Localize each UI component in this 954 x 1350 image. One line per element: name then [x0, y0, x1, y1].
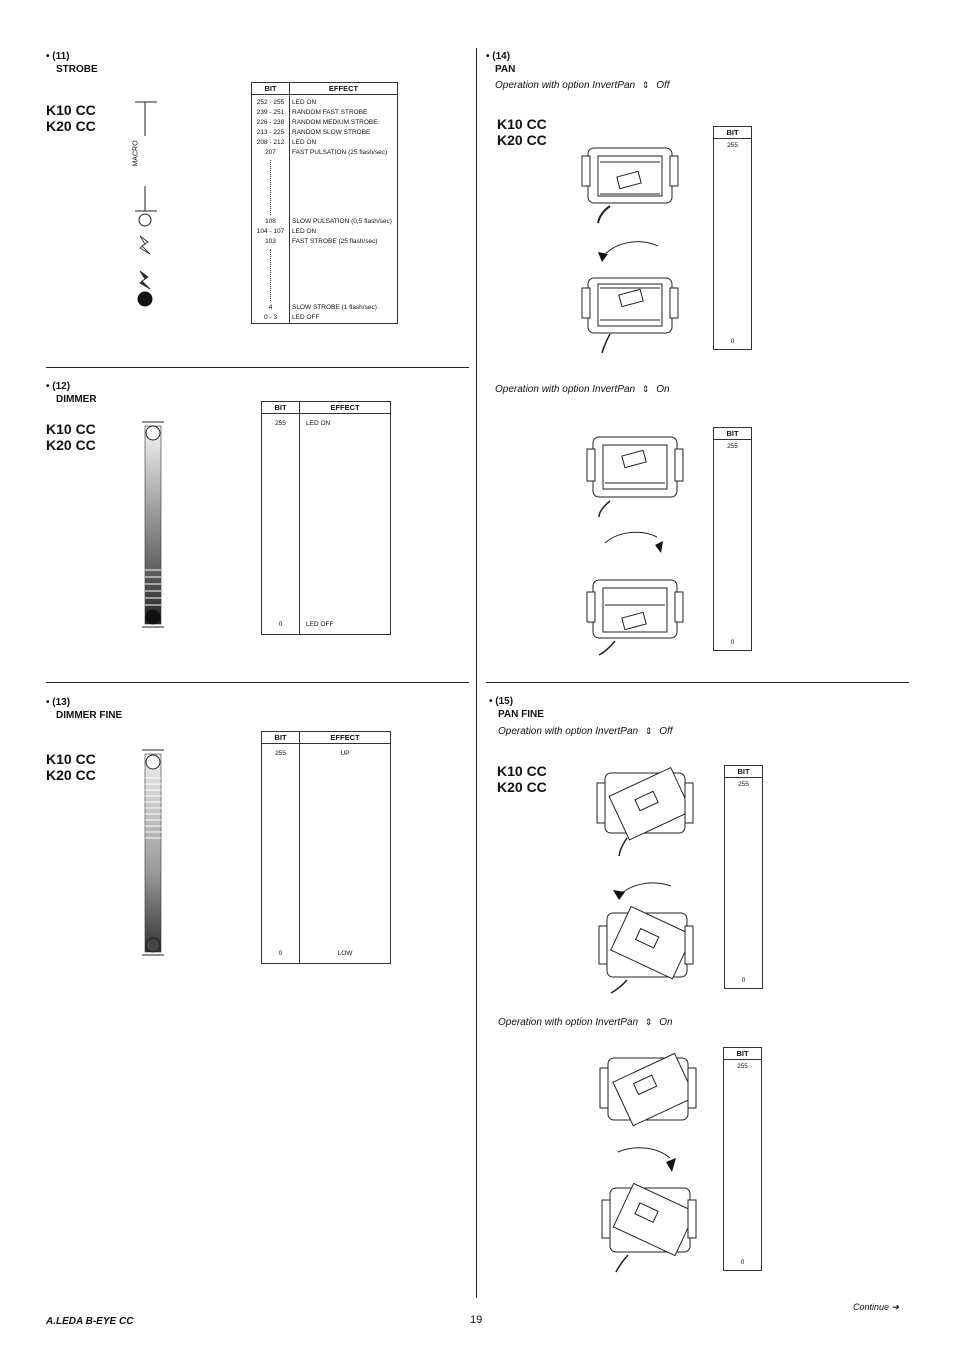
dimmer-table	[261, 401, 391, 635]
updown-icon: ⇕	[641, 384, 650, 394]
divider-left-1	[46, 367, 469, 368]
strobe-table	[251, 82, 398, 324]
pan-on-bit-top: 255	[727, 443, 738, 450]
strobe-effect: FAST PULSATION (25 flash/sec)	[292, 149, 388, 156]
dimmer-fine-effect-top: UP	[340, 750, 350, 757]
fixture-top-icon	[597, 768, 693, 840]
strobe-effect: LED ON	[292, 99, 317, 106]
dimmer-number: • (12)	[46, 381, 71, 392]
updown-icon: ⇕	[641, 80, 650, 90]
pan-op-on-state: On	[656, 384, 670, 395]
pan-fine-off-bit-top: 255	[738, 781, 749, 788]
pan-op-on	[495, 384, 670, 395]
model-line-1: K10 CC	[46, 421, 96, 437]
pan-fine-op-off-state: Off	[659, 726, 673, 737]
pan-fine-name: PAN FINE	[498, 709, 544, 720]
fixture-bottom-icon	[582, 278, 678, 333]
model-line-2: K20 CC	[497, 779, 547, 795]
divider-left-2	[46, 682, 469, 683]
pan-fine-op-off	[498, 726, 673, 737]
strobe-effect: FAST STROBE (25 flash/sec)	[292, 238, 378, 245]
strobe-model	[46, 102, 96, 134]
dimmer-bit-bottom: 0	[278, 621, 283, 628]
strobe-effect: LED OFF	[292, 314, 320, 321]
dimmer-name: DIMMER	[56, 394, 97, 405]
dimmer-fine-model	[46, 751, 96, 783]
pan-op-off-state: Off	[656, 80, 670, 91]
model-line-2: K20 CC	[46, 767, 96, 783]
strobe-bit: 0 - 3	[263, 314, 277, 321]
pan-op-on-text: Operation with option InvertPan	[495, 384, 636, 395]
strobe-bit: 103	[265, 238, 276, 245]
pan-model	[497, 116, 547, 148]
strobe-bit: 252 - 255	[256, 99, 285, 106]
strobe-effect: RANDOM FAST STROBE	[292, 109, 368, 116]
pan-fine-on-bit-top: 255	[737, 1063, 748, 1070]
pan-number: • (14)	[486, 51, 511, 62]
strobe-bit: 213 - 225	[256, 129, 285, 136]
pan-name: PAN	[495, 64, 516, 75]
strobe-effect: RANDOM MEDIUM STROBE	[292, 119, 378, 126]
pan-fine-off-bit-bottom: 0	[741, 977, 746, 984]
fixture-top-icon	[582, 148, 678, 203]
pan-on-bit-bottom: 0	[730, 639, 735, 646]
pan-on-bit-header: BIT	[714, 428, 751, 440]
dimmer-section-title	[46, 380, 97, 406]
continue-link[interactable]: Continue ➔	[853, 1302, 900, 1312]
strobe-bit: 104 - 107	[256, 228, 285, 235]
model-line-1: K10 CC	[497, 763, 547, 779]
updown-icon: ⇕	[644, 1017, 653, 1027]
pan-off-fixture-drawing	[580, 138, 680, 358]
dotted-range	[270, 160, 271, 215]
pan-off-bit-bottom: 0	[730, 338, 735, 345]
dimmer-gradient-bar	[140, 420, 168, 630]
pan-fine-model	[497, 763, 547, 795]
fixture-bottom-icon	[587, 580, 683, 638]
strobe-effect-header: EFFECT	[290, 83, 398, 95]
pan-fine-on-bit-box	[723, 1047, 762, 1271]
pan-fine-op-on	[498, 1017, 673, 1028]
strobe-bit: 108	[265, 218, 276, 225]
fixture-top-icon	[600, 1053, 696, 1125]
dimmer-fine-section-title	[46, 696, 122, 722]
model-line-1: K10 CC	[46, 102, 96, 118]
pan-op-off	[495, 80, 670, 91]
dimmer-effect-top: LED ON	[306, 420, 331, 427]
pan-fine-op-on-state: On	[659, 1017, 673, 1028]
dotted-range	[270, 249, 271, 301]
dimmer-fine-bit-top: 255	[275, 750, 286, 757]
pan-fine-op-on-text: Operation with option InvertPan	[498, 1017, 639, 1028]
strobe-bit: 239 - 251	[256, 109, 285, 116]
strobe-bit: 226 - 238	[256, 119, 285, 126]
dimmer-effect-header: EFFECT	[300, 402, 391, 414]
dimmer-fine-bit-bottom: 0	[278, 950, 283, 957]
pan-on-bit-box	[713, 427, 752, 651]
strobe-effect: RANDOM SLOW STROBE	[292, 129, 371, 136]
strobe-effect: SLOW PULSATION (0,5 flash/sec)	[292, 218, 392, 225]
pan-fine-number: • (15)	[489, 696, 514, 707]
strobe-effect: LED ON	[292, 139, 317, 146]
page-number: 19	[470, 1314, 483, 1326]
model-line-1: K10 CC	[46, 751, 96, 767]
pan-fine-section-title	[489, 695, 544, 721]
dimmer-fine-effect-header: EFFECT	[300, 732, 391, 744]
pan-fine-on-fixture-drawing	[598, 1040, 708, 1275]
dimmer-fine-table	[261, 731, 391, 964]
strobe-macro-graphic	[130, 96, 160, 311]
dimmer-bit-header: BIT	[262, 402, 300, 414]
center-divider	[476, 48, 477, 1298]
dimmer-fine-bit-header: BIT	[262, 732, 300, 744]
model-line-1: K10 CC	[497, 116, 547, 132]
strobe-bit: 207	[265, 149, 276, 156]
dimmer-model	[46, 421, 96, 453]
strobe-effect: LED ON	[292, 228, 317, 235]
strobe-number: • (11)	[46, 51, 70, 62]
pan-fine-on-bit-bottom: 0	[740, 1259, 745, 1266]
strobe-name: STROBE	[56, 64, 98, 75]
dimmer-fine-effect-bottom: LOW	[337, 950, 353, 957]
footer-brand: A.LEDA B-EYE CC	[46, 1316, 134, 1327]
pan-section-title	[486, 50, 515, 76]
fixture-bottom-icon	[602, 1183, 696, 1255]
pan-op-off-text: Operation with option InvertPan	[495, 80, 636, 91]
fixture-top-icon	[587, 437, 683, 497]
dimmer-bit-top: 255	[275, 420, 286, 427]
strobe-macro-label: MACRO	[132, 140, 140, 167]
divider-right-1	[486, 682, 909, 683]
strobe-bit: 4	[268, 304, 273, 311]
model-line-2: K20 CC	[46, 437, 96, 453]
updown-icon: ⇕	[644, 726, 653, 736]
model-line-2: K20 CC	[46, 118, 96, 134]
dimmer-fine-name: DIMMER FINE	[56, 710, 123, 721]
pan-fine-off-fixture-drawing	[595, 758, 705, 998]
pan-on-fixture-drawing	[585, 425, 685, 660]
fixture-bottom-icon	[599, 906, 693, 978]
pan-off-bit-box	[713, 126, 752, 350]
pan-fine-op-off-text: Operation with option InvertPan	[498, 726, 639, 737]
strobe-bit: 208 - 212	[256, 139, 285, 146]
pan-off-bit-header: BIT	[714, 127, 751, 139]
dimmer-effect-bottom: LED OFF	[306, 621, 334, 628]
dimmer-fine-gradient-bar	[140, 748, 168, 958]
model-line-2: K20 CC	[497, 132, 547, 148]
strobe-effect: SLOW STROBE (1 flash/sec)	[292, 304, 377, 311]
pan-fine-on-bit-header: BIT	[724, 1048, 761, 1060]
dimmer-fine-number: • (13)	[46, 697, 71, 708]
pan-fine-off-bit-header: BIT	[725, 766, 762, 778]
strobe-bit-header: BIT	[252, 83, 290, 95]
pan-off-bit-top: 255	[727, 142, 738, 149]
strobe-section-title	[46, 50, 98, 76]
pan-fine-off-bit-box	[724, 765, 763, 989]
